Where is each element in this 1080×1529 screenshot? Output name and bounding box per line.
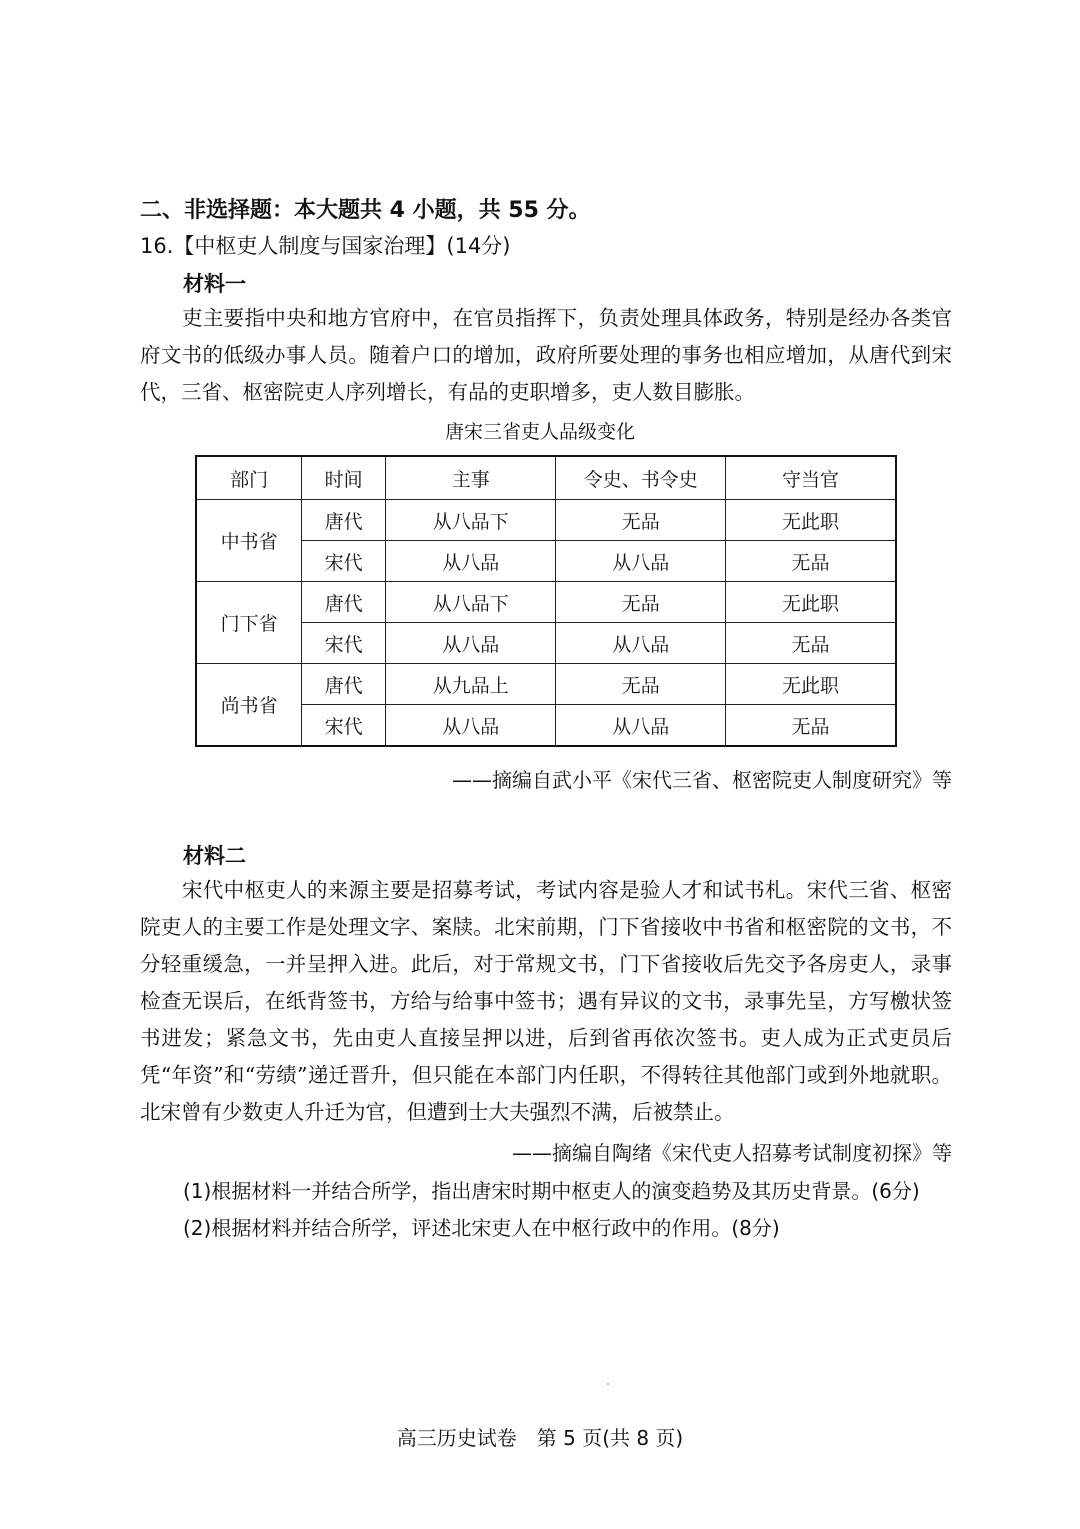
table-cell: 宋代 <box>302 623 386 664</box>
table-row <box>196 541 896 582</box>
table-row <box>196 664 896 705</box>
table-cell: 无品 <box>725 705 896 747</box>
table-cell: 从八品 <box>385 541 555 582</box>
table-cell: 无此职 <box>725 500 896 541</box>
table-row <box>196 582 896 623</box>
table-cell: 从八品下 <box>385 500 555 541</box>
sub-question-2: (2)根据材料并结合所学，评述北宋吏人在中枢行政中的作用。(8分) <box>183 1216 780 1240</box>
table-row <box>196 705 896 747</box>
table-cell: 宋代 <box>302 705 386 747</box>
table-caption: 唐宋三省吏人品级变化 <box>444 421 635 443</box>
table-cell: 无此职 <box>725 582 896 623</box>
table-cell: 唐代 <box>302 500 386 541</box>
table-cell: 无品 <box>725 623 896 664</box>
material-1-source: ——摘编自武小平《宋代三省、枢密院吏人制度研究》等 <box>452 768 952 792</box>
material-1-text: 吏主要指中央和地方官府中，在官员指挥下，负责处理具体政务，特别是经办各类官府文书的低级办事人员。随着户口的增加，政府所要处理的事务也相应增加，从唐代到宋代，三省、枢密院吏人序列增长，有品的吏职增多，吏人数目膨胀。 <box>140 306 952 404</box>
table-cell: 从八品 <box>556 541 726 582</box>
table-cell: 无品 <box>725 541 896 582</box>
table-cell: 从九品上 <box>385 664 555 705</box>
dept-cell: 中书省 <box>196 500 302 582</box>
question-16-title: 16.【中枢吏人制度与国家治理】(14分) <box>140 234 511 258</box>
table-cell: 宋代 <box>302 541 386 582</box>
table-cell: 无品 <box>556 664 726 705</box>
section-heading: 二、非选择题：本大题共 4 小题，共 55 分。 <box>140 198 591 223</box>
table-header-row <box>196 456 896 500</box>
table-cell: 无此职 <box>725 664 896 705</box>
material-2-source: ——摘编自陶绪《宋代吏人招募考试制度初探》等 <box>512 1141 952 1165</box>
dept-cell: 尚书省 <box>196 664 302 747</box>
page-footer: 高三历史试卷 第 5 页(共 8 页) <box>396 1426 684 1450</box>
table-row <box>196 623 896 664</box>
scan-speck <box>607 1383 609 1385</box>
header-cell: 主事 <box>385 456 555 500</box>
material-1-label: 材料一 <box>183 272 246 296</box>
table-cell: 无品 <box>556 582 726 623</box>
grade-table <box>195 455 897 747</box>
table-cell: 唐代 <box>302 582 386 623</box>
header-cell: 令史、书令史 <box>556 456 726 500</box>
table-cell: 从八品 <box>556 623 726 664</box>
table-cell: 唐代 <box>302 664 386 705</box>
material-2-label: 材料二 <box>183 844 246 868</box>
sub-question-1: (1)根据材料一并结合所学，指出唐宋时期中枢吏人的演变趋势及其历史背景。(6分) <box>183 1179 920 1203</box>
header-cell: 守当官 <box>725 456 896 500</box>
table-cell: 无品 <box>556 500 726 541</box>
material-2-text: 宋代中枢吏人的来源主要是招募考试，考试内容是验人才和试书札。宋代三省、枢密院吏人的主要工作是处理文字、案牍。北宋前期，门下省接收中书省和枢密院的文书，不分轻重缓急，一并呈押入进。此后，对于常规文书，门下省接收后先交予各房吏人，录事检查无误后，在纸背签书，方给与给事中签书；遇有异议的文书，录事先呈，方写檄状签书进发；紧急文书，先由吏人直接呈押以进，后到省再依次签书。吏人成为正式吏员后凭“年资”和“劳绩”递迁晋升，但只能在本部门内任职，不得转往其他部门或到外地就职。北宋曾有少数吏人升迁为官，但遭到士大夫强烈不满，后被禁止。 <box>140 878 952 1124</box>
header-cell: 部门 <box>196 456 302 500</box>
table-cell: 从八品下 <box>385 582 555 623</box>
header-cell: 时间 <box>302 456 386 500</box>
table-cell: 从八品 <box>556 705 726 747</box>
table-row <box>196 500 896 541</box>
table-cell: 从八品 <box>385 705 555 747</box>
table-cell: 从八品 <box>385 623 555 664</box>
dept-cell: 门下省 <box>196 582 302 664</box>
